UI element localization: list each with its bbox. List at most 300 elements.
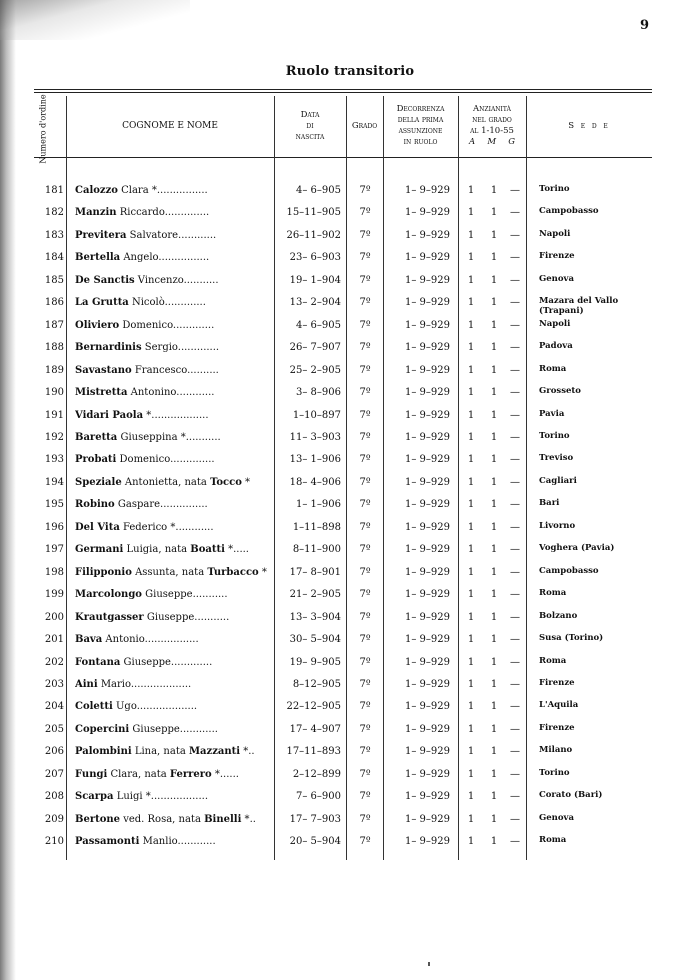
- given-name: Giuseppe: [120, 656, 171, 668]
- maiden-surname: Boatti: [190, 544, 225, 556]
- person-name: [75, 453, 271, 467]
- surname: Previtera: [75, 229, 127, 241]
- page-number: 9: [640, 18, 650, 33]
- table-row: [0, 251, 700, 273]
- surname: Vidari Paola: [75, 409, 144, 421]
- anzianita-years: 1: [467, 836, 475, 847]
- birth-date: 17– 4–907: [289, 723, 341, 735]
- anzianita-months: 1: [490, 544, 498, 556]
- surname: Savastano: [75, 364, 132, 376]
- leader-dots: ..............: [164, 207, 210, 219]
- person-name: [75, 813, 271, 827]
- order-number: 205: [44, 723, 64, 735]
- anzianita-months: 1: [490, 409, 498, 421]
- header-grado-label: Grado: [351, 120, 378, 131]
- surname: Germani: [75, 544, 124, 556]
- leader-dots: ..................: [150, 791, 208, 803]
- sede: Grosseto: [539, 386, 581, 396]
- decorrenza-date: 1– 9–929: [405, 229, 450, 241]
- table-row: [0, 543, 700, 565]
- person-name: [75, 476, 271, 490]
- header-data-line: nascita: [295, 131, 325, 142]
- anzianita-years: 1: [467, 297, 475, 309]
- given-name: Manlio: [139, 836, 178, 847]
- anzianita-months: 1: [490, 611, 498, 623]
- given-name: Domenico: [119, 319, 173, 331]
- order-number: 195: [44, 499, 64, 511]
- grade: 7º: [359, 476, 371, 488]
- table-row: [0, 835, 700, 857]
- sede: Corato (Bari): [539, 790, 603, 801]
- grade: 7º: [359, 431, 371, 443]
- birth-date: 20– 5–904: [289, 836, 341, 847]
- header-unit-m: M: [487, 137, 497, 147]
- decorrenza-date: 1– 9–929: [405, 768, 450, 780]
- table-row: [0, 723, 700, 745]
- person-name: [75, 768, 271, 782]
- sede: Napoli: [539, 228, 571, 239]
- table-row: [0, 431, 700, 453]
- given-name: Giuseppe: [143, 611, 195, 623]
- grade: 7º: [359, 813, 371, 825]
- grade: 7º: [359, 746, 371, 758]
- decorrenza-date: 1– 9–929: [405, 634, 450, 645]
- anzianita-years: 1: [467, 454, 475, 466]
- anzianita-days: —: [510, 229, 520, 241]
- anzianita-years: 1: [467, 544, 475, 556]
- surname: Oliviero: [75, 319, 120, 331]
- grade: 7º: [359, 342, 371, 354]
- grade: 7º: [359, 611, 371, 623]
- anzianita-years: 1: [467, 701, 475, 713]
- person-name: [75, 364, 271, 378]
- order-number: 210: [44, 836, 64, 847]
- sede: Genova: [539, 273, 574, 284]
- person-name: [75, 521, 271, 535]
- surname: Baretta: [75, 431, 118, 443]
- anzianita-years: 1: [467, 791, 475, 803]
- anzianita-years: 1: [467, 611, 475, 623]
- decorrenza-date: 1– 9–929: [405, 252, 450, 264]
- sede: Padova: [539, 341, 573, 352]
- order-number: 191: [44, 409, 64, 421]
- sede: Pavia: [539, 408, 565, 419]
- given-name: Assunta, nata: [131, 566, 208, 578]
- decorrenza-date: 1– 9–929: [405, 813, 450, 825]
- anzianita-months: 1: [490, 499, 498, 511]
- order-number: 194: [44, 476, 64, 488]
- decorrenza-date: 1– 9–929: [405, 454, 450, 466]
- order-number: 196: [44, 521, 64, 533]
- anzianita-years: 1: [467, 746, 475, 758]
- header-data-line: di: [306, 120, 314, 131]
- birth-date: 13– 3–904: [289, 611, 341, 623]
- surname: Passamonti: [75, 836, 140, 847]
- birth-date: 22–12–905: [286, 701, 341, 713]
- anzianita-years: 1: [467, 723, 475, 735]
- sede: Roma: [539, 655, 567, 666]
- anzianita-months: 1: [490, 589, 498, 601]
- leader-dots: ..: [249, 813, 256, 825]
- anzianita-days: —: [510, 499, 520, 511]
- surname: La Grutta: [75, 297, 129, 309]
- order-number: 204: [44, 701, 64, 713]
- maiden-surname: Binelli: [204, 813, 242, 825]
- decorrenza-date: 1– 9–929: [405, 319, 450, 331]
- table-row: [0, 184, 700, 206]
- table-row: [0, 206, 700, 228]
- decorrenza-date: 1– 9–929: [405, 836, 450, 847]
- leader-dots: .............: [164, 297, 206, 309]
- order-number: 187: [44, 319, 64, 331]
- given-name: Salvatore: [126, 229, 179, 241]
- table-row: [0, 745, 700, 767]
- header-bottom-rule: [34, 157, 652, 158]
- person-name: [75, 319, 271, 333]
- leader-dots: ...........: [192, 589, 228, 601]
- leader-dots: .................: [144, 634, 199, 645]
- person-name: [75, 498, 271, 512]
- order-number: 192: [44, 431, 64, 443]
- surname: Scarpa: [75, 791, 114, 803]
- surname: Robino: [75, 499, 115, 511]
- header-data-line: Data: [300, 109, 320, 120]
- birth-date: 4– 6–905: [296, 185, 341, 196]
- decorrenza-date: 1– 9–929: [405, 656, 450, 668]
- anzianita-months: 1: [490, 185, 498, 196]
- table-row: [0, 521, 700, 543]
- maiden-surname: Ferrero: [169, 768, 212, 780]
- table-row: [0, 813, 700, 835]
- grade: 7º: [359, 319, 371, 331]
- anzianita-years: 1: [467, 409, 475, 421]
- sede: Genova: [539, 812, 574, 823]
- header-anzianita-line: nel grado: [472, 115, 512, 125]
- anzianita-days: —: [510, 791, 520, 803]
- maiden-surname: Turbacco: [207, 566, 259, 578]
- order-number: 200: [44, 611, 64, 623]
- person-name: [75, 656, 271, 670]
- scan-corner-shadow: [0, 0, 190, 40]
- grade: 7º: [359, 768, 371, 780]
- given-name: Antonino: [127, 387, 177, 398]
- surname: Del Vita: [75, 521, 120, 533]
- anzianita-months: 1: [490, 566, 498, 578]
- anzianita-years: 1: [467, 252, 475, 264]
- maiden-surname: Mazzanti: [188, 746, 241, 758]
- page-title: Ruolo transitorio: [285, 64, 415, 79]
- given-name: Lina, nata: [131, 746, 189, 758]
- leader-dots: ............: [179, 723, 218, 735]
- leader-dots: ............: [175, 521, 214, 533]
- person-name: [75, 678, 271, 692]
- person-name: [75, 588, 271, 602]
- decorrenza-date: 1– 9–929: [405, 185, 450, 196]
- given-name: Ugo: [112, 701, 137, 713]
- anzianita-days: —: [510, 746, 520, 758]
- decorrenza-date: 1– 9–929: [405, 342, 450, 354]
- sede: Mazara del Vallo (Trapani): [539, 296, 619, 317]
- anzianita-months: 1: [490, 387, 498, 398]
- name-note: *: [224, 544, 234, 556]
- given-name: Antonio: [102, 634, 145, 645]
- person-name: [75, 206, 271, 220]
- sede: Roma: [539, 835, 567, 845]
- leader-dots: ................: [156, 185, 208, 196]
- header-anzianita-line: al 1-10-55: [470, 126, 514, 136]
- order-number: 206: [44, 746, 64, 758]
- surname: Marcolongo: [75, 589, 142, 601]
- anzianita-months: 1: [490, 521, 498, 533]
- anzianita-days: —: [510, 252, 520, 264]
- anzianita-months: 1: [490, 746, 498, 758]
- order-number: 188: [44, 342, 64, 354]
- sede: Bari: [539, 498, 560, 509]
- anzianita-days: —: [510, 836, 520, 847]
- decorrenza-date: 1– 9–929: [405, 364, 450, 376]
- header-anzianita-units: [469, 137, 515, 148]
- surname: Bertella: [75, 252, 121, 264]
- grade: 7º: [359, 499, 371, 511]
- given-name: Nicolò: [128, 297, 165, 309]
- given-name: Domenico: [116, 454, 171, 466]
- leader-dots: ............: [176, 387, 215, 398]
- anzianita-months: 1: [490, 319, 498, 331]
- anzianita-days: —: [510, 589, 520, 601]
- header-numero-label: Numero d'ordine: [38, 94, 48, 164]
- table-row: [0, 229, 700, 251]
- given-name: Luigi *: [113, 791, 151, 803]
- leader-dots: .....: [233, 544, 249, 556]
- leader-dots: ...........: [183, 274, 219, 286]
- given-name: Antonietta, nata: [121, 476, 211, 488]
- anzianita-days: —: [510, 701, 520, 713]
- order-number: 193: [44, 454, 64, 466]
- person-name: [75, 723, 271, 737]
- decorrenza-date: 1– 9–929: [405, 791, 450, 803]
- person-name: [75, 296, 271, 310]
- order-number: 185: [44, 274, 64, 286]
- table-row: [0, 386, 700, 408]
- sede: Torino: [539, 430, 570, 441]
- anzianita-years: 1: [467, 342, 475, 354]
- anzianita-months: 1: [490, 656, 498, 668]
- decorrenza-date: 1– 9–929: [405, 701, 450, 713]
- given-name: ved. Rosa, nata: [120, 813, 205, 825]
- grade: 7º: [359, 409, 371, 421]
- surname: Manzin: [75, 207, 117, 219]
- header-data: [274, 97, 346, 155]
- anzianita-years: 1: [467, 207, 475, 219]
- grade: 7º: [359, 656, 371, 668]
- sede: Susa (Torino): [539, 633, 604, 643]
- leader-dots: .............: [170, 656, 213, 668]
- sede: Treviso: [539, 453, 574, 464]
- order-number: 197: [44, 544, 64, 556]
- grade: 7º: [359, 387, 371, 398]
- anzianita-years: 1: [467, 319, 475, 331]
- decorrenza-date: 1– 9–929: [405, 476, 450, 488]
- anzianita-months: 1: [490, 678, 498, 690]
- header-sede: [526, 97, 652, 155]
- order-number: 203: [44, 678, 64, 690]
- given-name: Giuseppe: [141, 589, 193, 601]
- surname: Fungi: [75, 768, 108, 780]
- decorrenza-date: 1– 9–929: [405, 207, 450, 219]
- birth-date: 25– 2–905: [289, 364, 341, 376]
- birth-date: 1– 1–906: [296, 499, 341, 511]
- maiden-surname: Tocco: [210, 476, 242, 488]
- given-name: Francesco: [131, 364, 188, 376]
- birth-date: 8–11–900: [292, 544, 341, 556]
- surname: Filipponio: [75, 566, 132, 578]
- anzianita-years: 1: [467, 185, 475, 196]
- birth-date: 19– 1–904: [289, 274, 341, 286]
- birth-date: 17–11–893: [286, 746, 341, 758]
- anzianita-days: —: [510, 678, 520, 690]
- birth-date: 17– 8–901: [289, 566, 341, 578]
- anzianita-months: 1: [490, 634, 498, 645]
- order-number: 186: [44, 297, 64, 309]
- anzianita-years: 1: [467, 476, 475, 488]
- anzianita-months: 1: [490, 836, 498, 847]
- surname: Bernardinis: [75, 342, 142, 354]
- birth-date: 2–12–899: [292, 768, 341, 780]
- person-name: [75, 386, 271, 400]
- table-row: [0, 790, 700, 812]
- decorrenza-date: 1– 9–929: [405, 274, 450, 286]
- sede: Firenze: [539, 251, 575, 262]
- leader-dots: ...................: [136, 701, 198, 713]
- anzianita-days: —: [510, 364, 520, 376]
- given-name: Giuseppina *: [117, 431, 186, 443]
- surname: Mistretta: [75, 387, 128, 398]
- anzianita-years: 1: [467, 656, 475, 668]
- anzianita-months: 1: [490, 364, 498, 376]
- header-decorrenza-line: assunzione: [398, 126, 443, 136]
- table-row: [0, 409, 700, 431]
- grade: 7º: [359, 185, 371, 196]
- birth-date: 15–11–905: [286, 207, 341, 219]
- person-name: [75, 633, 271, 647]
- anzianita-days: —: [510, 297, 520, 309]
- grade: 7º: [359, 836, 371, 847]
- sede: Campobasso: [539, 565, 599, 576]
- decorrenza-date: 1– 9–929: [405, 297, 450, 309]
- birth-date: 17– 7–903: [289, 813, 341, 825]
- anzianita-days: —: [510, 634, 520, 645]
- person-name: [75, 700, 271, 714]
- birth-date: 11– 3–903: [289, 431, 341, 443]
- anzianita-months: 1: [490, 791, 498, 803]
- anzianita-months: 1: [490, 297, 498, 309]
- person-name: [75, 745, 271, 759]
- sede: Livorno: [539, 520, 576, 531]
- anzianita-months: 1: [490, 431, 498, 443]
- grade: 7º: [359, 544, 371, 556]
- header-top-rule: [34, 89, 652, 90]
- person-name: [75, 184, 271, 198]
- sede: Firenze: [539, 677, 575, 688]
- decorrenza-date: 1– 9–929: [405, 499, 450, 511]
- given-name: Mario: [97, 678, 131, 690]
- decorrenza-date: 1– 9–929: [405, 409, 450, 421]
- anzianita-days: —: [510, 342, 520, 354]
- table-row: [0, 453, 700, 475]
- birth-date: 23– 6–903: [289, 252, 341, 264]
- grade: 7º: [359, 297, 371, 309]
- order-number: 181: [44, 185, 64, 196]
- header-anzianita-line: Anzianità: [473, 104, 511, 114]
- anzianita-days: —: [510, 431, 520, 443]
- person-name: [75, 611, 271, 625]
- anzianita-days: —: [510, 387, 520, 398]
- anzianita-months: 1: [490, 229, 498, 241]
- given-name: *: [143, 409, 152, 421]
- anzianita-months: 1: [490, 342, 498, 354]
- order-number: 182: [44, 207, 64, 219]
- given-name: Riccardo: [116, 207, 165, 219]
- name-note: *: [258, 566, 267, 578]
- sede: Milano: [539, 745, 573, 756]
- anzianita-days: —: [510, 207, 520, 219]
- anzianita-months: 1: [490, 454, 498, 466]
- table-row: [0, 656, 700, 678]
- given-name: Luigia, nata: [123, 544, 191, 556]
- anzianita-days: —: [510, 566, 520, 578]
- anzianita-days: —: [510, 319, 520, 331]
- given-name: Clara *: [117, 185, 157, 196]
- birth-date: 19– 9–905: [289, 656, 341, 668]
- table-row: [0, 296, 700, 318]
- leader-dots: .............: [177, 342, 220, 354]
- anzianita-months: 1: [490, 252, 498, 264]
- decorrenza-date: 1– 9–929: [405, 746, 450, 758]
- anzianita-years: 1: [467, 274, 475, 286]
- scan-mark: [428, 962, 430, 966]
- anzianita-years: 1: [467, 521, 475, 533]
- leader-dots: ............: [177, 836, 216, 847]
- leader-dots: ......: [219, 768, 239, 780]
- table-row: [0, 476, 700, 498]
- sede: Cagliari: [539, 475, 577, 486]
- decorrenza-date: 1– 9–929: [405, 521, 450, 533]
- name-note: *: [241, 476, 251, 488]
- table-row: [0, 633, 700, 655]
- birth-date: 7– 6–900: [296, 791, 341, 803]
- header-sede-label: S e d e: [568, 120, 610, 131]
- given-name: Angelo: [120, 252, 159, 264]
- grade: 7º: [359, 274, 371, 286]
- grade: 7º: [359, 252, 371, 264]
- table-row: [0, 678, 700, 700]
- table-row: [0, 611, 700, 633]
- leader-dots: ...........: [185, 431, 221, 443]
- anzianita-days: —: [510, 813, 520, 825]
- birth-date: 1–10–897: [292, 409, 341, 421]
- anzianita-days: —: [510, 409, 520, 421]
- surname: Bertone: [75, 813, 121, 825]
- order-number: 207: [44, 768, 64, 780]
- grade: 7º: [359, 791, 371, 803]
- person-name: [75, 566, 271, 580]
- grade: 7º: [359, 521, 371, 533]
- decorrenza-date: 1– 9–929: [405, 589, 450, 601]
- given-name: Clara, nata: [107, 768, 170, 780]
- grade: 7º: [359, 678, 371, 690]
- order-number: 183: [44, 229, 64, 241]
- anzianita-months: 1: [490, 813, 498, 825]
